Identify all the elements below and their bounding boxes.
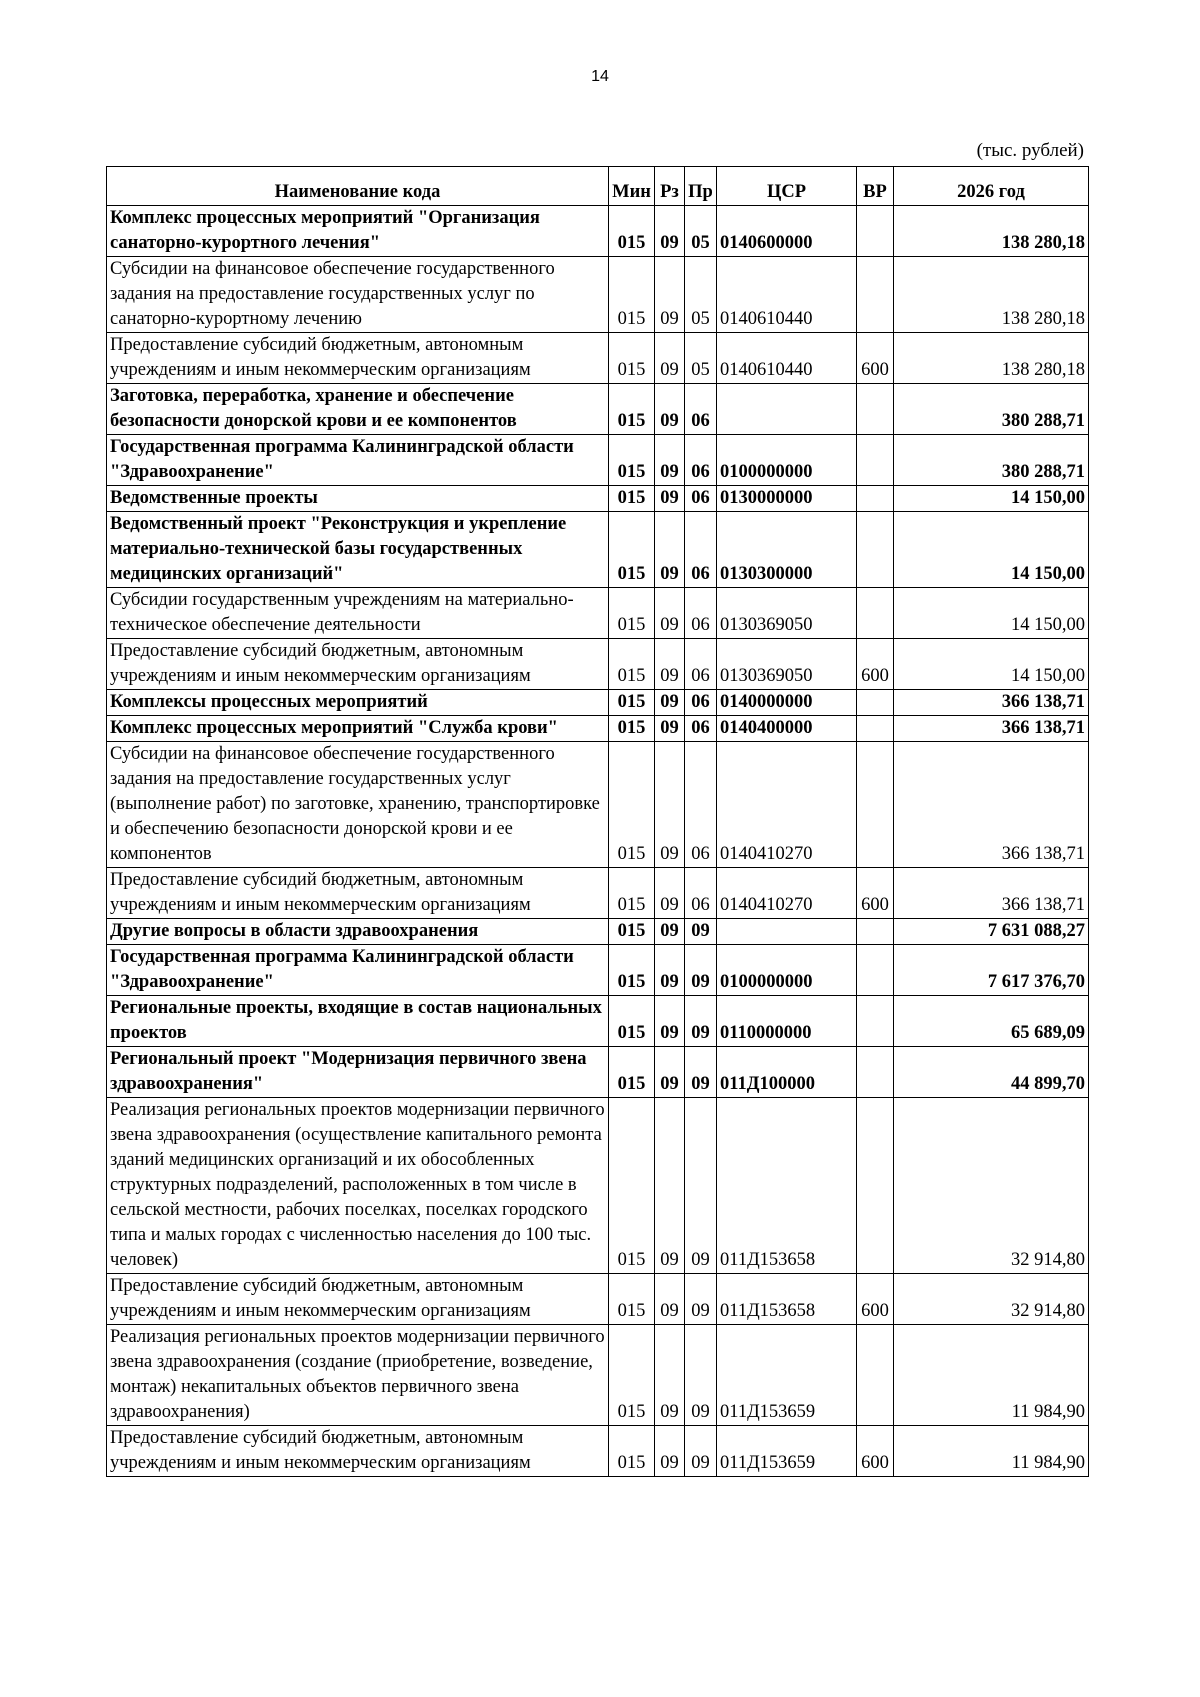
cell-min: 015	[609, 945, 655, 996]
cell-csr	[717, 384, 857, 435]
cell-amount: 366 138,71	[894, 868, 1089, 919]
cell-csr: 0140410270	[717, 742, 857, 868]
cell-rz: 09	[655, 512, 685, 588]
cell-vr	[857, 512, 894, 588]
cell-name: Субсидии на финансовое обеспечение государственного задания на предоставление государственных услуг по санаторно-курортному лечению	[107, 257, 609, 333]
table-row	[107, 512, 1089, 588]
table-row	[107, 868, 1089, 919]
cell-vr	[857, 588, 894, 639]
cell-pr: 06	[685, 639, 717, 690]
cell-min: 015	[609, 1325, 655, 1426]
table-row	[107, 996, 1089, 1047]
cell-csr: 011Д153658	[717, 1274, 857, 1325]
cell-pr: 06	[685, 384, 717, 435]
cell-amount: 14 150,00	[894, 512, 1089, 588]
cell-min: 015	[609, 486, 655, 512]
cell-pr: 06	[685, 486, 717, 512]
cell-min: 015	[609, 588, 655, 639]
cell-vr	[857, 690, 894, 716]
cell-vr: 600	[857, 333, 894, 384]
cell-amount: 380 288,71	[894, 384, 1089, 435]
cell-min: 015	[609, 690, 655, 716]
table-row	[107, 257, 1089, 333]
cell-pr: 09	[685, 945, 717, 996]
cell-min: 015	[609, 639, 655, 690]
cell-rz: 09	[655, 1325, 685, 1426]
cell-name: Государственная программа Калининградской области "Здравоохранение"	[107, 945, 609, 996]
cell-rz: 09	[655, 1274, 685, 1325]
cell-rz: 09	[655, 1098, 685, 1274]
header-csr: ЦСР	[717, 167, 857, 206]
cell-vr	[857, 435, 894, 486]
cell-min: 015	[609, 716, 655, 742]
budget-table	[106, 166, 1089, 1477]
cell-vr	[857, 1047, 894, 1098]
cell-csr: 0100000000	[717, 945, 857, 996]
cell-pr: 06	[685, 868, 717, 919]
cell-pr: 09	[685, 1098, 717, 1274]
cell-name: Региональные проекты, входящие в состав национальных проектов	[107, 996, 609, 1047]
cell-min: 015	[609, 1098, 655, 1274]
cell-csr: 011Д153659	[717, 1426, 857, 1477]
cell-amount: 14 150,00	[894, 639, 1089, 690]
table-row	[107, 742, 1089, 868]
cell-name: Комплекс процессных мероприятий "Организация санаторно-курортного лечения"	[107, 206, 609, 257]
cell-rz: 09	[655, 639, 685, 690]
header-min: Мин	[609, 167, 655, 206]
table-row	[107, 639, 1089, 690]
cell-vr	[857, 945, 894, 996]
cell-vr	[857, 384, 894, 435]
table-row	[107, 945, 1089, 996]
cell-pr: 09	[685, 1274, 717, 1325]
cell-csr: 0130369050	[717, 588, 857, 639]
cell-vr: 600	[857, 639, 894, 690]
cell-csr: 0140600000	[717, 206, 857, 257]
cell-name: Региональный проект "Модернизация первичного звена здравоохранения"	[107, 1047, 609, 1098]
cell-pr: 06	[685, 588, 717, 639]
cell-amount: 11 984,90	[894, 1426, 1089, 1477]
cell-name: Предоставление субсидий бюджетным, автономным учреждениям и иным некоммерческим организациям	[107, 1274, 609, 1325]
cell-rz: 09	[655, 716, 685, 742]
cell-pr: 09	[685, 996, 717, 1047]
cell-vr	[857, 742, 894, 868]
cell-amount: 138 280,18	[894, 206, 1089, 257]
cell-min: 015	[609, 384, 655, 435]
cell-min: 015	[609, 257, 655, 333]
cell-vr	[857, 1325, 894, 1426]
cell-min: 015	[609, 1426, 655, 1477]
cell-rz: 09	[655, 206, 685, 257]
cell-min: 015	[609, 742, 655, 868]
table-row	[107, 588, 1089, 639]
cell-name: Реализация региональных проектов модернизации первичного звена здравоохранения (создание (приобретение, возведение, монтаж) некапитальных объектов первичного звена здравоохранения)	[107, 1325, 609, 1426]
cell-csr: 0130300000	[717, 512, 857, 588]
table-row	[107, 1325, 1089, 1426]
cell-rz: 09	[655, 945, 685, 996]
cell-pr: 05	[685, 333, 717, 384]
cell-amount: 14 150,00	[894, 486, 1089, 512]
cell-pr: 06	[685, 716, 717, 742]
cell-amount: 14 150,00	[894, 588, 1089, 639]
cell-name: Комплексы процессных мероприятий	[107, 690, 609, 716]
table-header-row	[107, 167, 1089, 206]
cell-amount: 366 138,71	[894, 716, 1089, 742]
cell-name: Субсидии государственным учреждениям на материально-техническое обеспечение деятельности	[107, 588, 609, 639]
cell-min: 015	[609, 512, 655, 588]
table-row	[107, 1098, 1089, 1274]
cell-csr: 0140000000	[717, 690, 857, 716]
cell-amount: 366 138,71	[894, 690, 1089, 716]
cell-csr: 011Д100000	[717, 1047, 857, 1098]
cell-vr	[857, 1098, 894, 1274]
cell-pr: 06	[685, 690, 717, 716]
cell-name: Предоставление субсидий бюджетным, автономным учреждениям и иным некоммерческим организациям	[107, 1426, 609, 1477]
header-year: 2026 год	[894, 167, 1089, 206]
table-row	[107, 1426, 1089, 1477]
cell-vr: 600	[857, 1426, 894, 1477]
cell-csr: 0140400000	[717, 716, 857, 742]
cell-name: Предоставление субсидий бюджетным, автономным учреждениям и иным некоммерческим организациям	[107, 868, 609, 919]
cell-pr: 09	[685, 1325, 717, 1426]
cell-name: Предоставление субсидий бюджетным, автономным учреждениям и иным некоммерческим организациям	[107, 639, 609, 690]
cell-rz: 09	[655, 333, 685, 384]
table-row	[107, 333, 1089, 384]
cell-name: Заготовка, переработка, хранение и обеспечение безопасности донорской крови и ее компонентов	[107, 384, 609, 435]
cell-csr: 011Д153659	[717, 1325, 857, 1426]
cell-rz: 09	[655, 384, 685, 435]
page-number: 14	[591, 68, 609, 85]
cell-name: Комплекс процессных мероприятий "Служба крови"	[107, 716, 609, 742]
cell-rz: 09	[655, 257, 685, 333]
cell-pr: 06	[685, 742, 717, 868]
cell-csr: 0140410270	[717, 868, 857, 919]
cell-name: Государственная программа Калининградской области "Здравоохранение"	[107, 435, 609, 486]
cell-pr: 09	[685, 1426, 717, 1477]
cell-csr: 0110000000	[717, 996, 857, 1047]
cell-pr: 05	[685, 206, 717, 257]
table-row	[107, 435, 1089, 486]
table-row	[107, 1047, 1089, 1098]
cell-pr: 06	[685, 435, 717, 486]
cell-amount: 65 689,09	[894, 996, 1089, 1047]
cell-amount: 138 280,18	[894, 257, 1089, 333]
cell-csr: 0130000000	[717, 486, 857, 512]
cell-amount: 138 280,18	[894, 333, 1089, 384]
cell-vr	[857, 919, 894, 945]
cell-min: 015	[609, 919, 655, 945]
cell-min: 015	[609, 333, 655, 384]
cell-amount: 380 288,71	[894, 435, 1089, 486]
cell-amount: 366 138,71	[894, 742, 1089, 868]
cell-amount: 32 914,80	[894, 1274, 1089, 1325]
cell-rz: 09	[655, 690, 685, 716]
cell-rz: 09	[655, 919, 685, 945]
cell-rz: 09	[655, 1047, 685, 1098]
cell-min: 015	[609, 435, 655, 486]
cell-name: Другие вопросы в области здравоохранения	[107, 919, 609, 945]
cell-vr: 600	[857, 868, 894, 919]
cell-csr: 0140610440	[717, 257, 857, 333]
cell-pr: 06	[685, 512, 717, 588]
cell-min: 015	[609, 868, 655, 919]
cell-amount: 44 899,70	[894, 1047, 1089, 1098]
cell-rz: 09	[655, 435, 685, 486]
cell-rz: 09	[655, 996, 685, 1047]
cell-csr: 0130369050	[717, 639, 857, 690]
cell-rz: 09	[655, 588, 685, 639]
cell-min: 015	[609, 996, 655, 1047]
cell-csr: 0100000000	[717, 435, 857, 486]
header-vr: ВР	[857, 167, 894, 206]
cell-pr: 09	[685, 1047, 717, 1098]
cell-rz: 09	[655, 1426, 685, 1477]
cell-rz: 09	[655, 868, 685, 919]
cell-amount: 7 631 088,27	[894, 919, 1089, 945]
cell-name: Реализация региональных проектов модернизации первичного звена здравоохранения (осуществление капитального ремонта зданий медицинских организаций и их обособленных структурных подразделений, расположенных в том числе в сельской местности, рабочих поселках, поселках городского типа и малых городах с численностью населения до 100 тыс. человек)	[107, 1098, 609, 1274]
table-row	[107, 384, 1089, 435]
header-pr: Пр	[685, 167, 717, 206]
cell-vr	[857, 716, 894, 742]
cell-csr	[717, 919, 857, 945]
cell-vr	[857, 206, 894, 257]
cell-amount: 32 914,80	[894, 1098, 1089, 1274]
cell-rz: 09	[655, 742, 685, 868]
cell-min: 015	[609, 1274, 655, 1325]
cell-vr	[857, 486, 894, 512]
cell-pr: 09	[685, 919, 717, 945]
cell-vr: 600	[857, 1274, 894, 1325]
cell-amount: 7 617 376,70	[894, 945, 1089, 996]
table-row	[107, 1274, 1089, 1325]
units-label: (тыс. рублей)	[976, 140, 1084, 161]
cell-name: Субсидии на финансовое обеспечение государственного задания на предоставление государственных услуг (выполнение работ) по заготовке, хранению, транспортировке и обеспечению безопасности донорской крови и ее компонентов	[107, 742, 609, 868]
cell-rz: 09	[655, 486, 685, 512]
cell-vr	[857, 996, 894, 1047]
cell-csr: 011Д153658	[717, 1098, 857, 1274]
header-name: Наименование кода	[107, 167, 609, 206]
cell-csr: 0140610440	[717, 333, 857, 384]
cell-min: 015	[609, 1047, 655, 1098]
header-rz: Рз	[655, 167, 685, 206]
cell-vr	[857, 257, 894, 333]
table-row	[107, 206, 1089, 257]
table-row	[107, 716, 1089, 742]
table-row	[107, 486, 1089, 512]
cell-name: Предоставление субсидий бюджетным, автономным учреждениям и иным некоммерческим организациям	[107, 333, 609, 384]
cell-pr: 05	[685, 257, 717, 333]
table-row	[107, 919, 1089, 945]
table-row	[107, 690, 1089, 716]
cell-min: 015	[609, 206, 655, 257]
table-body	[107, 206, 1089, 1477]
cell-name: Ведомственные проекты	[107, 486, 609, 512]
cell-amount: 11 984,90	[894, 1325, 1089, 1426]
cell-name: Ведомственный проект "Реконструкция и укрепление материально-технической базы государственных медицинских организаций"	[107, 512, 609, 588]
